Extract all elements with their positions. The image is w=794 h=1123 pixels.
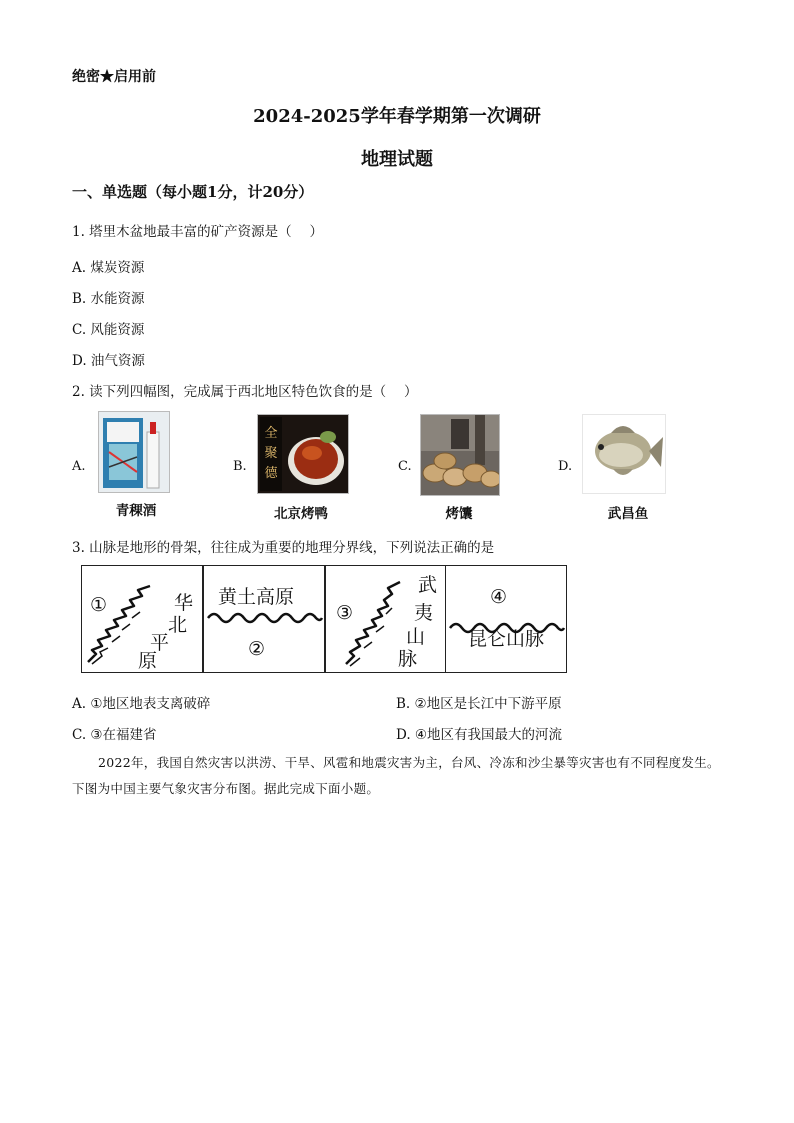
secret-label: 绝密★启用前 [72,69,156,85]
question-3-option-d: D. ④地区有我国最大的河流 [396,727,563,743]
panel-3-label-1: 武 [418,574,438,596]
map-panel-2 [203,565,325,673]
panel-1-label-3: 平 [150,632,170,654]
panel-2-label: 黄土高原 [218,586,295,608]
passage-text: 2022年，我国自然灾害以洪涝、干旱、风雹和地震灾害为主，台风、冷冻和沙尘暴等灾害也有不同程度发生。下图为中国主要气象灾害分布图。据此完成下面小题。 [72,755,720,796]
map-panel-3 [325,565,447,673]
exam-subtitle: 地理试题 [361,149,433,170]
question-2-caption-b: 北京烤鸭 [274,506,328,522]
question-1-stem: 1. 塔里木盆地最丰富的矿产资源是（ ） [72,224,323,240]
question-2-caption-d: 武昌鱼 [607,506,649,522]
liquor-bottle-photo [98,411,170,493]
roast-duck-photo [257,414,349,494]
question-3-option-a: A. ①地区地表支离破碎 [72,696,211,712]
panel-1-marker: ① [90,594,108,616]
question-2-letter-d: D. [558,459,573,474]
panel-3-marker: ③ [336,602,354,624]
panel-3-label-2: 夷 [414,602,434,624]
svg-text:全: 全 [264,426,278,441]
panel-4-marker: ④ [490,586,508,608]
question-2-letter-a: A. [72,459,86,474]
question-2-stem: 2. 读下列四幅图，完成属于西北地区特色饮食的是（ ） [72,384,418,400]
panel-1-label-4: 原 [138,650,158,672]
svg-text:聚: 聚 [264,446,278,461]
question-2-letter-c: C. [398,459,412,474]
panel-3-label-4: 脉 [398,648,418,670]
question-3-stem: 3. 山脉是地形的骨架，往往成为重要的地理分界线，下列说法正确的是 [72,540,495,556]
naan-bread-photo [420,414,500,496]
panel-1-label-1: 华 [174,592,194,614]
question-1-option-b: B. 水能资源 [72,291,145,307]
panel-3-label-3: 山 [406,626,426,648]
svg-text:德: 德 [264,466,278,481]
question-2-letter-b: B. [233,459,247,474]
exam-title: 2024-2025学年春学期第一次调研 [253,106,541,127]
question-1-option-a: A. 煤炭资源 [72,260,145,276]
panel-2-marker: ② [248,638,266,660]
question-2-caption-c: 烤馕 [445,506,473,522]
panel-1-label-2: 北 [168,614,188,636]
question-2-caption-a: 青稞酒 [115,503,157,519]
question-3-option-b: B. ②地区是长江中下游平原 [396,696,562,712]
question-1-option-c: C. 风能资源 [72,322,145,338]
section-heading: 一、单选题（每小题1分，计20分） [72,183,314,201]
map-panel-4 [445,565,567,673]
fish-photo [582,414,666,494]
question-3-option-c: C. ③在福建省 [72,727,157,743]
panel-4-label: 昆仑山脉 [468,628,545,650]
question-1-option-d: D. 油气资源 [72,353,145,369]
map-panel-1 [81,565,203,673]
